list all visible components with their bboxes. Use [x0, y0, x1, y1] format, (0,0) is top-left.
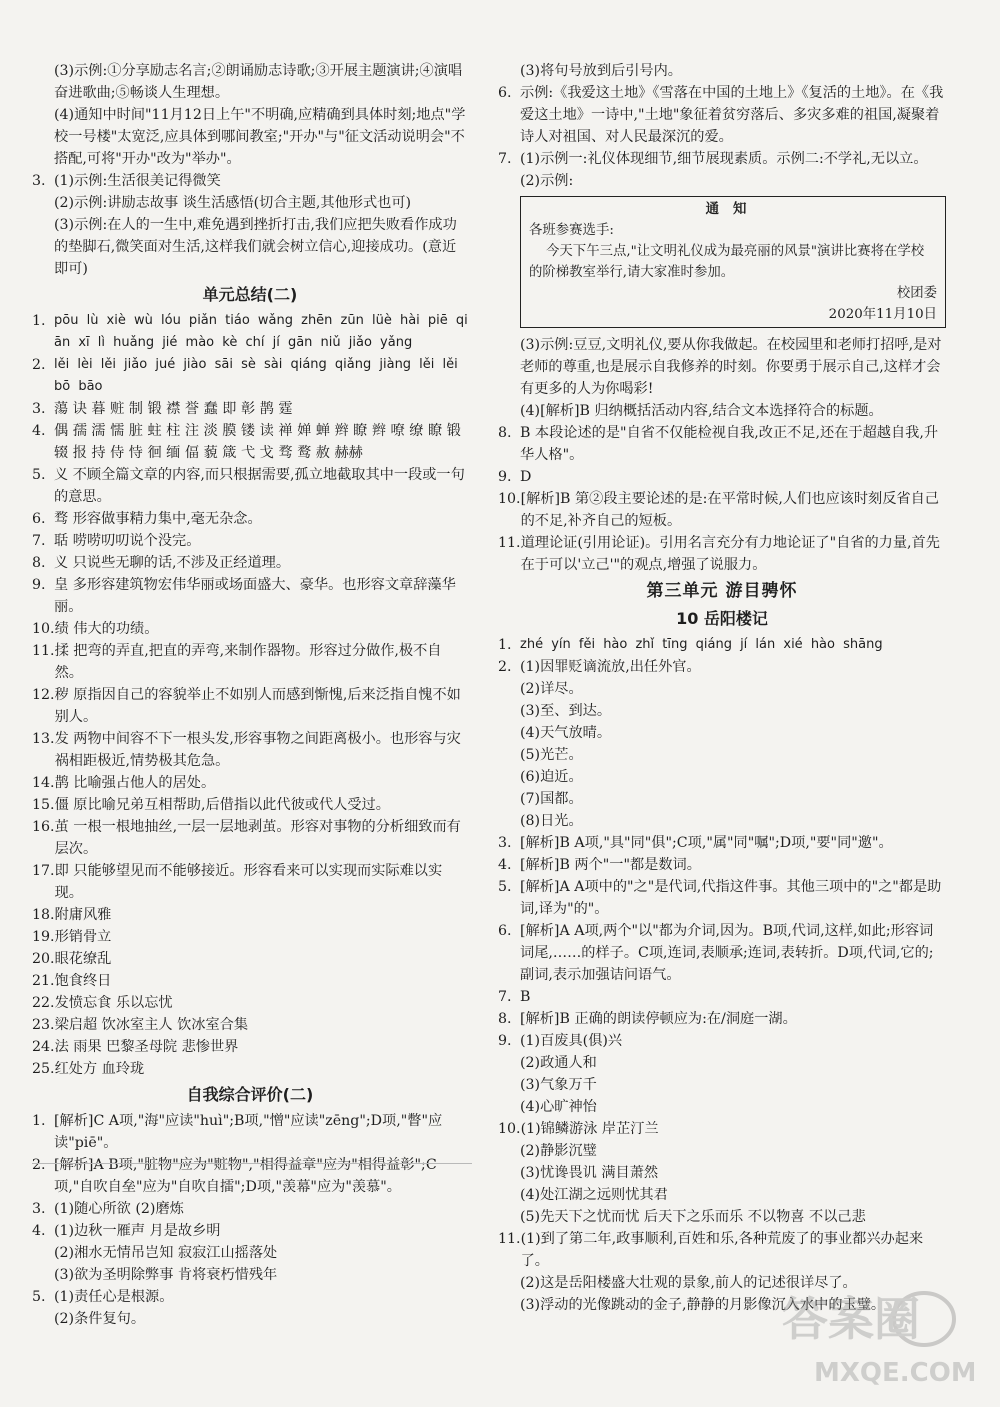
sub-answer: (3)示例:①分享励志名言;②朗诵励志诗歌;③开展主题演讲;④演唱奋进歌曲;⑤畅谈人生理想。 [54, 63, 463, 101]
item-number: 5. [32, 1289, 46, 1305]
item-number: 13. [32, 731, 55, 747]
answer-item [32, 1220, 468, 1242]
answer-item [32, 1286, 468, 1308]
answer-item [498, 488, 946, 532]
answer-item [498, 422, 946, 466]
item-text: (1)锦鳞游泳 岸芷汀兰 [520, 1121, 659, 1137]
item-text: [解析]C A项,"海"应读"huì";B项,"憎"应读"zēng";D项,"瞥"应读"piē"。 [54, 1113, 443, 1151]
answer-item [32, 1110, 468, 1154]
sub-answer: (4)通知中时间"11月12日上午"不明确,应精确到具体时刻;地点"学校一号楼"太宽泛,应具体到哪间教室;"开办"与"征文活动说明会"不搭配,可将"开办"改为"举办"。 [54, 107, 466, 167]
sub-answer: (2)示例: [520, 173, 574, 189]
item-text: [解析]A B项,"脏物"应为"赃物","相得益章"应为"相得益彰";C项,"自吹自垒"应为"自吹自擂";D项,"羡幕"应为"羡慕"。 [54, 1157, 437, 1195]
item-number: 23. [32, 1017, 55, 1033]
left-column [32, 60, 468, 1330]
notice-box [520, 196, 946, 328]
answer-item [32, 530, 468, 552]
item-text: B [520, 989, 531, 1005]
answer-item [498, 1008, 946, 1030]
item-number: 8. [498, 425, 512, 441]
answer-item [498, 986, 946, 1008]
sub-answer: (2)详尽。 [520, 681, 583, 697]
item-text: [解析]B 第②段主要论述的是:在平常时候,人们也应该时刻反省自己的不足,补齐自己的短板。 [520, 491, 939, 529]
item-number: 8. [498, 1011, 512, 1027]
item-number: 4. [498, 857, 512, 873]
watermark-logo-icon [774, 1281, 974, 1391]
item-number: 19. [32, 929, 55, 945]
answer-item [32, 1036, 468, 1058]
item-number: 11. [32, 643, 55, 659]
notice-signature: 校团委 [896, 286, 937, 301]
item-text: 梁启超 饮冰室主人 饮冰室合集 [54, 1017, 249, 1033]
section-heading: 自我综合评价(二) [186, 1085, 314, 1104]
answer-item [32, 684, 468, 728]
item-text: 僵 原比喻兄弟互相帮助,后借指以此代彼或代人受过。 [54, 797, 390, 813]
item-number: 10. [498, 1121, 521, 1137]
notice-greeting: 各班参赛选手: [529, 223, 614, 238]
answer-item [498, 532, 946, 576]
sub-answer: (2)政通人和 [520, 1055, 597, 1071]
answer-item [32, 772, 468, 794]
answer-item [32, 574, 468, 618]
item-text: [解析]B 两个"一"都是数词。 [520, 857, 701, 873]
sub-answer: (5)光芒。 [520, 747, 583, 763]
item-text: [解析]A A项,两个"以"都为介词,因为。B项,代词,这样,如此;形容词词尾,……的样子。C项,连词,表顺承;连词,表转折。D项,代词,它的;副词,表示加强诘问语气。 [520, 923, 934, 983]
sub-answer: (8)日光。 [520, 813, 583, 829]
item-number: 4. [32, 423, 46, 439]
item-number: 3. [32, 401, 46, 417]
pinyin-answer: pōu lù xiè wù lóu piǎn tiáo wǎng zhēn zūn lüè hài piē qiān xī lì huǎng jié mào kè chí jí gān niǔ jiǎo yǎng [54, 313, 468, 350]
item-number: 9. [498, 1033, 512, 1049]
item-number: 21. [32, 973, 55, 989]
item-number: 4. [32, 1223, 46, 1239]
item-text: 红处方 血玲珑 [54, 1061, 145, 1077]
item-number: 2. [32, 1157, 46, 1173]
item-number: 1. [32, 1113, 46, 1129]
item-text: 道理论证(引用论证)。引用名言充分有力地论证了"自省的力量,首先在于可以'立己'"的观点,增强了说服力。 [520, 535, 940, 573]
item-number: 7. [498, 151, 512, 167]
answer-item [32, 970, 468, 992]
item-text: (1)随心所欲 (2)磨炼 [54, 1201, 184, 1217]
answer-item [32, 508, 468, 530]
item-number: 2. [32, 357, 46, 373]
answer-item [32, 398, 468, 420]
watermark [774, 1281, 974, 1391]
item-number: 22. [32, 995, 55, 1011]
item-number: 10. [498, 491, 521, 507]
watermark-url: MXQE.COM [814, 1358, 974, 1388]
item-text: [解析]B A项,"具"同"俱";C项,"属"同"嘱";D项,"要"同"邀"。 [520, 835, 893, 851]
item-text: (1)到了第二年,政事顺利,百姓和乐,各种荒废了的事业都兴办起来了。 [520, 1231, 924, 1269]
item-number: 8. [32, 555, 46, 571]
answer-item [498, 148, 946, 170]
item-number: 25. [32, 1061, 55, 1077]
sub-answer: (3)将句号放到后引号内。 [520, 63, 682, 79]
item-text: 茧 一根一根地抽丝,一层一层地剥茧。形容对事物的分析细致而有层次。 [54, 819, 461, 857]
item-text: D [520, 469, 532, 485]
notice-date: 2020年11月10日 [828, 307, 937, 322]
item-number: 10. [32, 621, 55, 637]
answer-item [498, 656, 946, 678]
item-text: 义 不顾全篇文章的内容,而只根据需要,孤立地截取其中一段或一句的意思。 [54, 467, 465, 505]
answer-item [498, 876, 946, 920]
item-text: 发愤忘食 乐以忘忧 [54, 995, 173, 1011]
sub-answer: (3)忧谗畏讥 满目萧然 [520, 1165, 659, 1181]
item-number: 6. [32, 511, 46, 527]
answer-item [32, 420, 468, 464]
answer-item [498, 466, 946, 488]
item-text: 即 只能够望见而不能够接近。形容看来可以实现而实际难以实现。 [54, 863, 443, 901]
answer-item [32, 904, 468, 926]
fold-line [32, 1163, 472, 1164]
sub-answer: (3)示例:在人的一生中,难免遇到挫折打击,我们应把失败看作成功的垫脚石,微笑面对生活,这样我们就会树立信心,迎接成功。(意近即可) [54, 217, 457, 277]
sub-answer: (6)迫近。 [520, 769, 583, 785]
item-number: 9. [498, 469, 512, 485]
item-number: 11. [498, 535, 521, 551]
answer-item [32, 464, 468, 508]
answer-item [32, 170, 468, 192]
answer-item [498, 832, 946, 854]
item-number: 24. [32, 1039, 55, 1055]
item-number: 11. [498, 1231, 521, 1247]
sub-answer: (3)欲为圣明除弊事 肯将衰朽惜残年 [54, 1267, 278, 1283]
item-number: 3. [32, 173, 46, 189]
item-number: 17. [32, 863, 55, 879]
sub-answer: (3)至、到达。 [520, 703, 612, 719]
answer-item [498, 82, 946, 148]
item-text: 揉 把弯的弄直,把直的弄弯,来制作器物。形容过分做作,极不自然。 [54, 643, 442, 681]
answer-item [498, 920, 946, 986]
sub-answer: (7)国都。 [520, 791, 583, 807]
answer-item [32, 310, 468, 354]
item-text: 法 雨果 巴黎圣母院 悲惨世界 [54, 1039, 239, 1055]
answer-item [32, 552, 468, 574]
item-number: 7. [498, 989, 512, 1005]
sub-answer: (4)心旷神怡 [520, 1099, 597, 1115]
sub-answer: (2)这是岳阳楼盛大壮观的景象,前人的记述很详尽了。 [520, 1275, 857, 1291]
answer-item [32, 354, 468, 398]
item-text: 骛 形容做事精力集中,毫无杂念。 [54, 511, 262, 527]
answer-item [32, 728, 468, 772]
item-text: 秽 原指因自己的容貌举止不如别人而感到惭愧,后来泛指自愧不如别人。 [54, 687, 461, 725]
section-heading: 单元总结(二) [202, 285, 298, 304]
item-number: 14. [32, 775, 55, 791]
sub-answer: (3)浮动的光像跳动的金子,静静的月影像沉入水中的玉璧。 [520, 1297, 886, 1313]
answer-item [32, 618, 468, 640]
sub-answer: (4)天气放晴。 [520, 725, 612, 741]
answer-item [32, 640, 468, 684]
item-text: 示例:《我爱这土地》《雪落在中国的土地上》《复活的土地》。在《我爱这土地》一诗中,"土地"象征着贫穷落后、多灾多难的祖国,凝聚着诗人对祖国、对人民最深沉的爱。 [520, 85, 944, 145]
item-number: 2. [498, 659, 512, 675]
item-text: 义 只说些无聊的话,不涉及正经道理。 [54, 555, 291, 571]
sub-answer: (2)示例:讲励志故事 谈生活感悟(切合主题,其他形式也可) [54, 195, 412, 211]
item-text: (1)责任心是根源。 [54, 1289, 174, 1305]
item-text: 鹊 比喻强占他人的居处。 [54, 775, 216, 791]
sub-answer: (3)气象万千 [520, 1077, 597, 1093]
item-text: 饱食终日 [54, 973, 112, 989]
item-number: 18. [32, 907, 55, 923]
item-text: 眼花缭乱 [54, 951, 112, 967]
item-number: 9. [32, 577, 46, 593]
item-number: 6. [498, 85, 512, 101]
section-heading: 10 岳阳楼记 [676, 609, 768, 628]
sub-answer: (2)静影沉璧 [520, 1143, 597, 1159]
item-number: 7. [32, 533, 46, 549]
item-text: 聒 唠唠叨叨说个没完。 [54, 533, 201, 549]
answer-item [498, 854, 946, 876]
item-number: 20. [32, 951, 55, 967]
answer-item [32, 992, 468, 1014]
item-text: 形销骨立 [54, 929, 112, 945]
right-column [498, 60, 946, 1316]
item-number: 5. [32, 467, 46, 483]
item-number: 15. [32, 797, 55, 813]
pinyin-answer: zhé yín fěi hào zhǐ tīng qiáng jí lán xié hào shāng [520, 637, 883, 652]
notice-body: 今天下午三点,"让文明礼仪成为最亮丽的风景"演讲比赛将在学校的阶梯教室举行,请大家准时参加。 [529, 244, 925, 280]
item-text: (1)百废具(俱)兴 [520, 1033, 623, 1049]
watermark-logo-text: 答案圈 [782, 1292, 920, 1346]
answer-item [32, 860, 468, 904]
answer-item [32, 926, 468, 948]
sub-answer: (2)条件复句。 [54, 1311, 146, 1327]
item-number: 1. [498, 637, 512, 653]
item-text: [解析]A A项中的"之"是代词,代指这件事。其他三项中的"之"都是助词,译为"的"。 [520, 879, 942, 917]
answer-item [32, 1014, 468, 1036]
item-text: (1)示例:生活很美记得微笑 [54, 173, 221, 189]
section-heading: 第三单元 游目骋怀 [646, 581, 798, 601]
item-number: 3. [498, 835, 512, 851]
item-number: 3. [32, 1201, 46, 1217]
item-text: (1)因罪贬谪流放,出任外官。 [520, 659, 701, 675]
item-text: 蕩 诀 暮 赃 制 锻 襟 誉 蠢 即 彰 鹊 霆 [54, 401, 293, 417]
answer-item [32, 816, 468, 860]
answer-item [32, 1154, 468, 1198]
item-text: 发 两物中间容不下一根头发,形容事物之间距离极小。也形容与灾祸相距极近,情势极其危急。 [54, 731, 461, 769]
item-text: B 本段论述的是"自省不仅能检视自我,改正不足,还在于超越自我,升华人格"。 [520, 425, 939, 463]
answer-item [498, 1118, 946, 1140]
answer-item [32, 794, 468, 816]
item-number: 5. [498, 879, 512, 895]
item-text: [解析]B 正确的朗读停顿应为:在/洞庭一湖。 [520, 1011, 797, 1027]
item-number: 6. [498, 923, 512, 939]
answer-item [498, 1030, 946, 1052]
item-text: 偶 孺 濡 懦 脏 蛀 柱 注 淡 膜 镂 读 禅 婵 蝉 辫 瞭 辫 嘹 缭 瞭 锻 辍 报 持 侍 恃 徊 缅 偪 藐 箴 弋 戈 骛 鹜 赦 赫赫 [54, 423, 466, 461]
sub-answer: (2)湘水无情吊岂知 寂寂江山摇落处 [54, 1245, 278, 1261]
sub-answer: (4)处江湖之远则忧其君 [520, 1187, 668, 1203]
notice-title: 通知 [705, 202, 761, 217]
sub-answer: (4)[解析]B 归纳概括活动内容,结合文本选择符合的标题。 [520, 403, 883, 419]
answer-item [32, 948, 468, 970]
item-number: 1. [32, 313, 46, 329]
item-text: 绩 伟大的功绩。 [54, 621, 159, 637]
item-number: 12. [32, 687, 55, 703]
answer-item [498, 634, 946, 656]
sub-answer: (3)示例:豆豆,文明礼仪,要从你我做起。在校园里和老师打招呼,是对老师的尊重,也是展示自我修养的时刻。你要勇于展示自己,这样才会有更多的人为你喝彩! [520, 337, 942, 397]
answer-item [32, 1198, 468, 1220]
item-text: 皇 多形容建筑物宏伟华丽或场面盛大、豪华。也形容文章辞藻华丽。 [54, 577, 456, 615]
item-text: (1)示例一:礼仪体现细节,细节展现素质。示例二:不学礼,无以立。 [520, 151, 928, 167]
answer-item [32, 1058, 468, 1080]
item-text: 附庸风雅 [54, 907, 112, 923]
answer-item [498, 1228, 946, 1272]
item-number: 16. [32, 819, 55, 835]
pinyin-answer: lěi lèi lěi jiǎo jué jiào sāi sè sài qiáng qiǎng jiàng lěi lěi bō bāo [54, 357, 466, 394]
item-text: (1)边秋一雁声 月是故乡明 [54, 1223, 221, 1239]
sub-answer: (5)先天下之忧而忧 后天下之乐而乐 不以物喜 不以己悲 [520, 1209, 866, 1225]
